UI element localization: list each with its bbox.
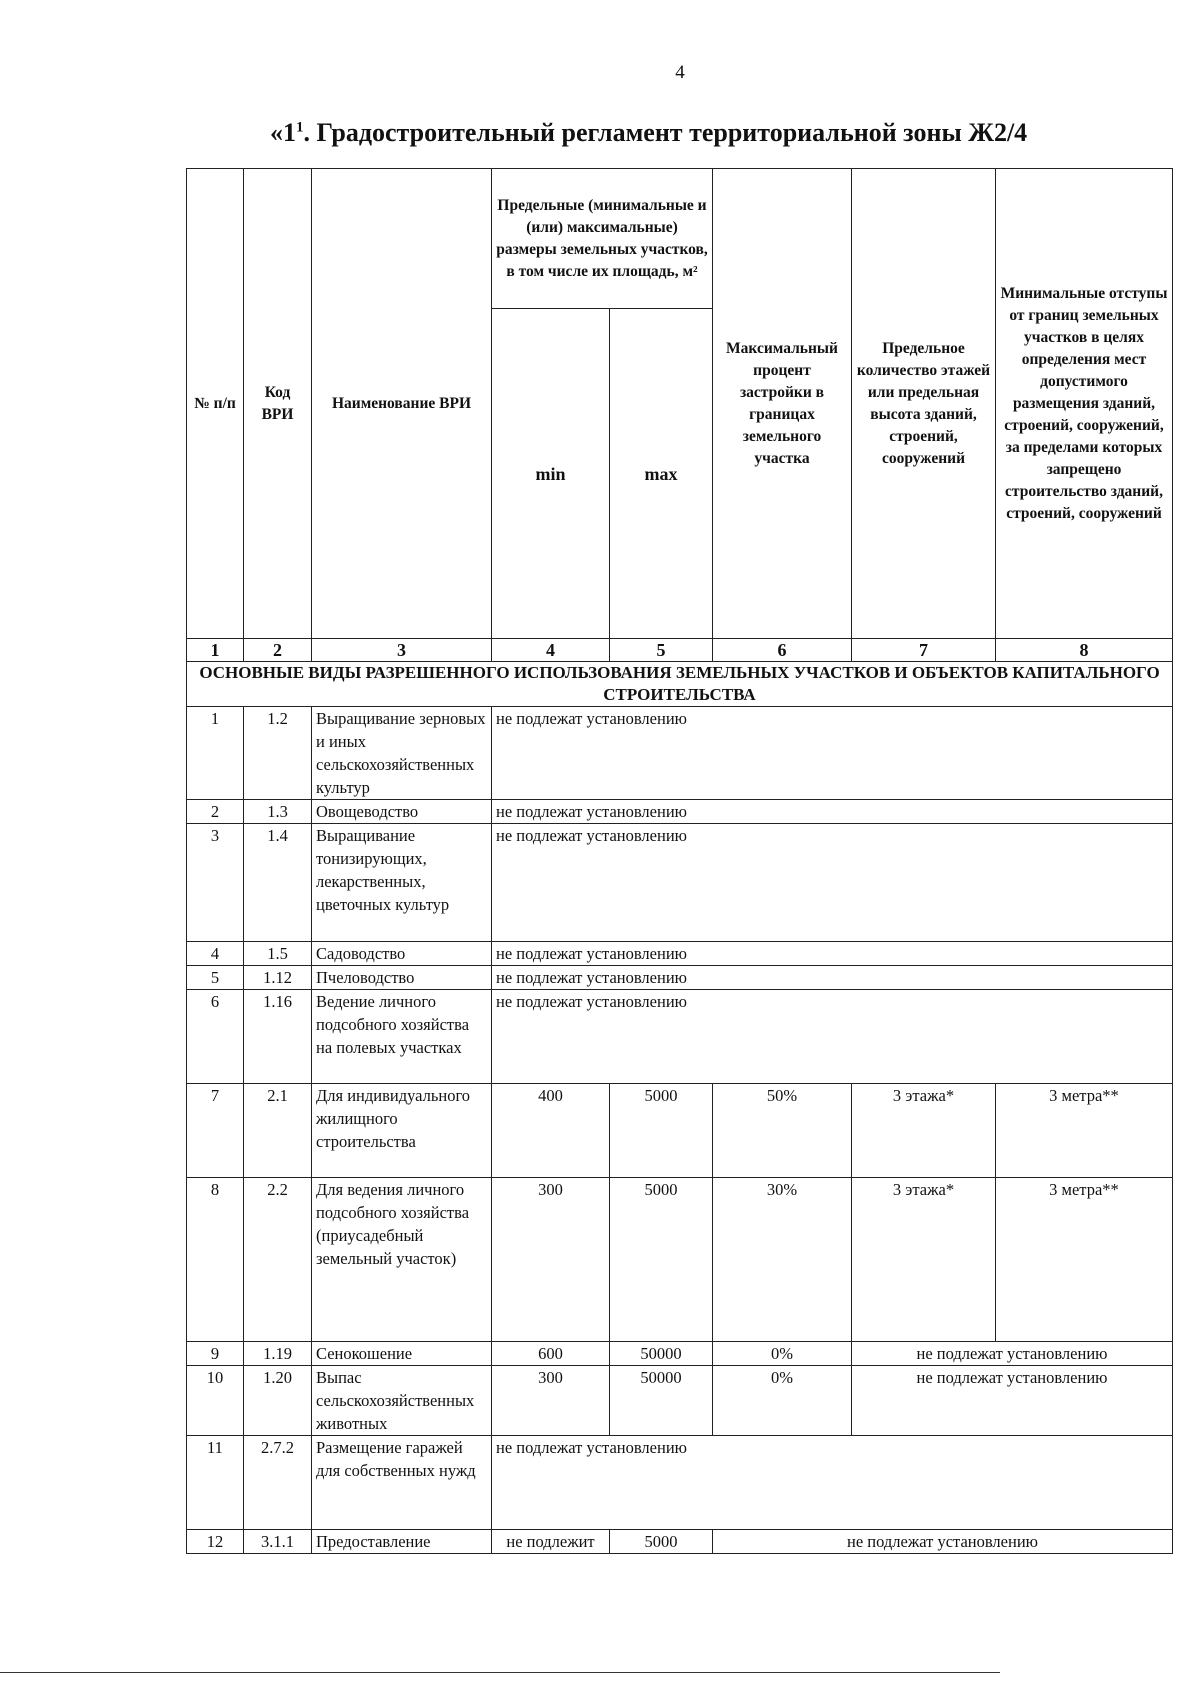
row-code: 1.2 <box>244 707 312 800</box>
table-row <box>187 707 1173 800</box>
header-max-percent: Максимальный процент застройки в границах земельного участка <box>713 169 852 639</box>
row-note: не подлежат установлению <box>492 824 1173 942</box>
header-floors: Предельное количество этажей или предельная высота зданий, строений, сооружений <box>852 169 996 639</box>
table-row <box>187 1366 1173 1436</box>
row-indent: 3 метра** <box>996 1084 1173 1178</box>
column-number: 5 <box>610 639 713 662</box>
row-percent: 50% <box>713 1084 852 1178</box>
header-indents: Минимальные отступы от границ земельных участков в целях определения мест допустимого размещения зданий, строений, сооружений, за пределами которых запрещено строительство зданий, строений, сооружений <box>996 169 1173 639</box>
row-code: 1.3 <box>244 800 312 824</box>
title-prefix: «1 <box>270 118 296 147</box>
table-row <box>187 1178 1173 1342</box>
header-row-top <box>187 169 1173 309</box>
row-code: 1.12 <box>244 966 312 990</box>
column-number: 7 <box>852 639 996 662</box>
title-text: . Градостроительный регламент территориальной зоны Ж2/4 <box>303 118 1028 147</box>
header-min: min <box>492 309 610 639</box>
document-title <box>270 118 1027 148</box>
row-max: 5000 <box>610 1178 713 1342</box>
row-name: Для ведения личного подсобного хозяйства (приусадебный земельный участок) <box>312 1178 492 1342</box>
row-code: 2.7.2 <box>244 1436 312 1530</box>
row-name: Пчеловодство <box>312 966 492 990</box>
table-row <box>187 1342 1173 1366</box>
row-name: Ведение личного подсобного хозяйства на полевых участках <box>312 990 492 1084</box>
row-name: Сенокошение <box>312 1342 492 1366</box>
row-note: не подлежат установлению <box>492 1436 1173 1530</box>
row-code: 3.1.1 <box>244 1530 312 1554</box>
row-note: не подлежат установлению <box>492 800 1173 824</box>
row-name: Предоставление <box>312 1530 492 1554</box>
table-row <box>187 966 1173 990</box>
row-note: не подлежат установлению <box>852 1342 1173 1366</box>
row-note: не подлежат установлению <box>492 942 1173 966</box>
row-code: 1.4 <box>244 824 312 942</box>
row-min: 300 <box>492 1178 610 1342</box>
row-number: 6 <box>187 990 244 1084</box>
row-code: 1.16 <box>244 990 312 1084</box>
row-name: Для индивидуального жилищного строительства <box>312 1084 492 1178</box>
row-name: Размещение гаражей для собственных нужд <box>312 1436 492 1530</box>
column-number: 4 <box>492 639 610 662</box>
header-number: № п/п <box>187 169 244 639</box>
row-number: 11 <box>187 1436 244 1530</box>
row-name: Садоводство <box>312 942 492 966</box>
row-number: 2 <box>187 800 244 824</box>
row-floors: 3 этажа* <box>852 1084 996 1178</box>
column-number: 1 <box>187 639 244 662</box>
section-row <box>187 662 1173 707</box>
row-max: 5000 <box>610 1084 713 1178</box>
row-min: 400 <box>492 1084 610 1178</box>
row-percent: 0% <box>713 1342 852 1366</box>
table-row <box>187 990 1173 1084</box>
header-plot-size: Предельные (минимальные и (или) максимальные) размеры земельных участков, в том числе их площадь, м² <box>492 169 713 309</box>
page-number: 4 <box>675 62 685 83</box>
row-number: 3 <box>187 824 244 942</box>
title-superscript: 1 <box>296 119 304 136</box>
row-floors: 3 этажа* <box>852 1178 996 1342</box>
row-code: 2.1 <box>244 1084 312 1178</box>
row-percent: 30% <box>713 1178 852 1342</box>
row-max: 5000 <box>610 1530 713 1554</box>
row-note: не подлежат установлению <box>852 1366 1173 1436</box>
row-name: Выращивание зерновых и иных сельскохозяйственных культур <box>312 707 492 800</box>
header-code: Код ВРИ <box>244 169 312 639</box>
row-name: Выпас сельскохозяйственных животных <box>312 1366 492 1436</box>
row-number: 12 <box>187 1530 244 1554</box>
row-min: 600 <box>492 1342 610 1366</box>
table-row <box>187 824 1173 942</box>
table-row <box>187 1530 1173 1554</box>
table-row <box>187 800 1173 824</box>
row-indent: 3 метра** <box>996 1178 1173 1342</box>
row-note: не подлежат установлению <box>492 966 1173 990</box>
row-max: 50000 <box>610 1366 713 1436</box>
column-number: 8 <box>996 639 1173 662</box>
table-row <box>187 1436 1173 1530</box>
table-row <box>187 942 1173 966</box>
row-code: 2.2 <box>244 1178 312 1342</box>
row-min: не подлежит <box>492 1530 610 1554</box>
table-row <box>187 1084 1173 1178</box>
column-number: 3 <box>312 639 492 662</box>
row-number: 7 <box>187 1084 244 1178</box>
row-code: 1.5 <box>244 942 312 966</box>
row-number: 8 <box>187 1178 244 1342</box>
row-number: 1 <box>187 707 244 800</box>
row-number: 4 <box>187 942 244 966</box>
page-bottom-rule <box>0 1672 1000 1673</box>
row-note: не подлежат установлению <box>492 707 1173 800</box>
header-name: Наименование ВРИ <box>312 169 492 639</box>
row-number: 10 <box>187 1366 244 1436</box>
row-note: не подлежат установлению <box>713 1530 1173 1554</box>
header-max: max <box>610 309 713 639</box>
row-code: 1.20 <box>244 1366 312 1436</box>
row-percent: 0% <box>713 1366 852 1436</box>
row-name: Выращивание тонизирующих, лекарственных, цветочных культур <box>312 824 492 942</box>
row-number: 9 <box>187 1342 244 1366</box>
row-number: 5 <box>187 966 244 990</box>
row-note: не подлежат установлению <box>492 990 1173 1084</box>
row-min: 300 <box>492 1366 610 1436</box>
column-number-row <box>187 639 1173 662</box>
section-title: ОСНОВНЫЕ ВИДЫ РАЗРЕШЕННОГО ИСПОЛЬЗОВАНИЯ ЗЕМЕЛЬНЫХ УЧАСТКОВ И ОБЪЕКТОВ КАПИТАЛЬНОГО СТРОИТЕЛЬСТВА <box>187 662 1173 707</box>
regulation-table <box>186 168 1173 1554</box>
column-number: 6 <box>713 639 852 662</box>
row-code: 1.19 <box>244 1342 312 1366</box>
row-max: 50000 <box>610 1342 713 1366</box>
row-name: Овощеводство <box>312 800 492 824</box>
column-number: 2 <box>244 639 312 662</box>
